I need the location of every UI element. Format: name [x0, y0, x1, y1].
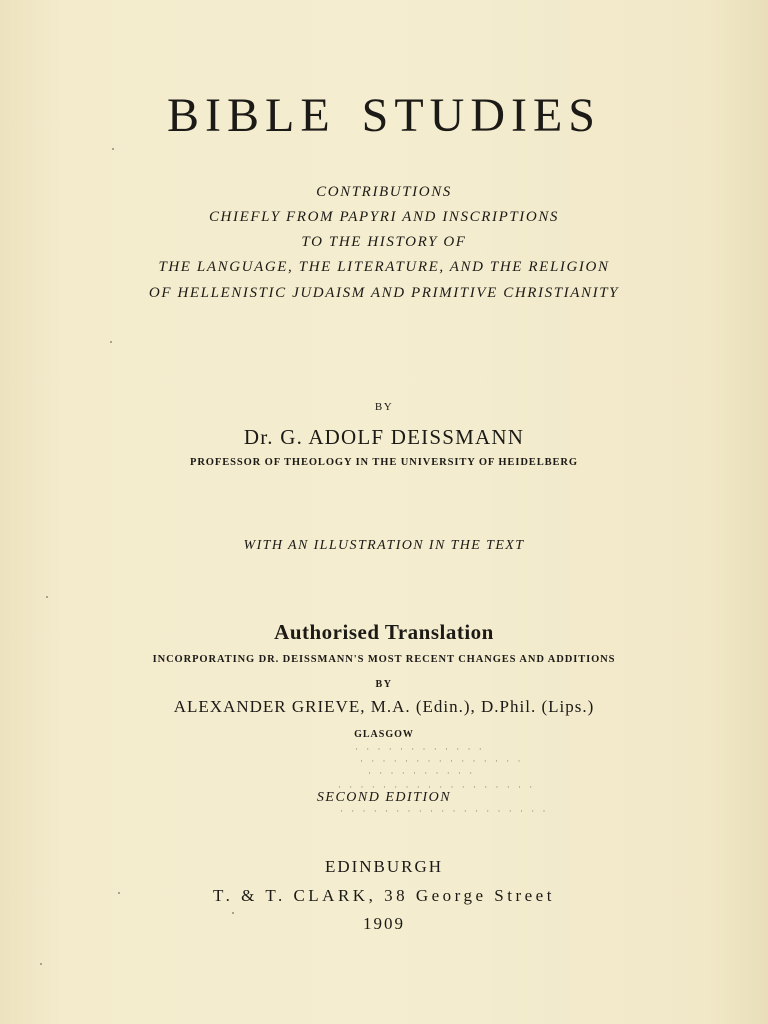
- subtitle-line-3: TO THE HISTORY OF: [301, 234, 467, 250]
- subtitle-line-4: THE LANGUAGE, THE LITERATURE, AND THE RELIGION: [158, 259, 610, 275]
- print-dots-5: · · · · · · · · · · · · · · · · · · ·: [340, 806, 549, 816]
- paper-speck: [112, 148, 114, 150]
- publisher-name: T. & T. CLARK, 38 George Street: [213, 886, 555, 905]
- publication-year: 1909: [363, 914, 405, 933]
- print-dots-2: · · · · · · · · · · · · · · ·: [360, 756, 524, 766]
- author-position: PROFESSOR OF THEOLOGY IN THE UNIVERSITY OF HEIDELBERG: [190, 457, 578, 468]
- edition-label: SECOND EDITION: [316, 790, 452, 805]
- illustration-note: WITH AN ILLUSTRATION IN THE TEXT: [243, 538, 525, 553]
- by-label: BY: [374, 401, 394, 413]
- translator-city: GLASGOW: [354, 729, 414, 740]
- book-title-word-2: STUDIES: [361, 89, 601, 142]
- translator-name: ALEXANDER GRIEVE, M.A. (Edin.), D.Phil. (Lips.): [173, 697, 595, 716]
- print-dots-1: · · · · · · · · · · · ·: [355, 744, 485, 754]
- book-title-word-1: BIBLE: [167, 89, 336, 142]
- book-title: [0, 88, 768, 143]
- print-dots-3: · · · · · · · · · ·: [368, 768, 476, 778]
- by-label-2: BY: [375, 679, 393, 690]
- subtitle-line-2: CHIEFLY FROM PAPYRI AND INSCRIPTIONS: [208, 209, 560, 225]
- paper-speck: [40, 963, 42, 965]
- translation-heading: Authorised Translation: [274, 620, 494, 644]
- print-dots-4: · · · · · · · · · · · · · · · · · ·: [338, 782, 536, 792]
- subtitle-line-5: OF HELLENISTIC JUDAISM AND PRIMITIVE CHRISTIANITY: [148, 285, 620, 301]
- translation-note: INCORPORATING DR. DEISSMANN'S MOST RECENT CHANGES AND ADDITIONS: [152, 654, 616, 665]
- author-name: Dr. G. ADOLF DEISSMANN: [243, 425, 525, 449]
- paper-speck: [110, 341, 112, 343]
- paper-speck: [46, 596, 48, 598]
- publisher-city: EDINBURGH: [324, 857, 444, 876]
- subtitle-line-1: CONTRIBUTIONS: [316, 184, 452, 200]
- paper-speck: [118, 892, 120, 894]
- paper-speck: [232, 912, 234, 914]
